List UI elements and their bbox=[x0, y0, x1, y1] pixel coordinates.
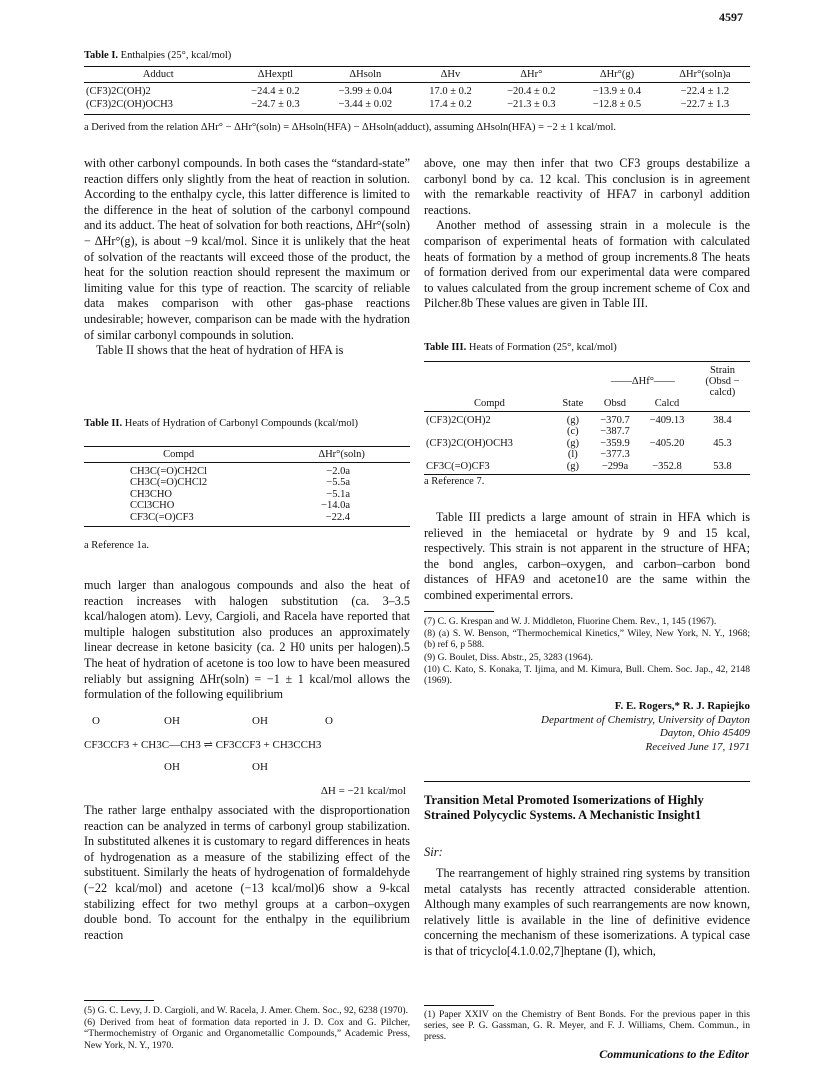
table-cell: CH3CHO bbox=[130, 488, 173, 500]
table-row bbox=[84, 489, 410, 500]
equation-hydroxyl: OH bbox=[164, 715, 180, 727]
page-number: 4597 bbox=[719, 10, 743, 24]
table2-label: Table II. bbox=[84, 418, 123, 429]
table3-header-row bbox=[424, 398, 750, 412]
table-cell: (CF3)2C(OH)OCH3 bbox=[426, 437, 513, 449]
equation-hydroxyl: OH bbox=[164, 761, 180, 773]
table-cell: −370.7 bbox=[600, 415, 630, 426]
table3-title: Heats of Formation (25°, kcal/mol) bbox=[468, 342, 617, 353]
table-cell: 45.3 bbox=[713, 437, 732, 449]
table-cell: −13.9 ± 0.4 bbox=[592, 86, 642, 97]
table3 bbox=[424, 361, 750, 475]
table-row bbox=[424, 438, 750, 449]
paragraph: The rather large enthalpy associated with the disproportionation reaction can be analyzed in terms of carbonyl group stabilization. In substituted alkenes it is customary to regard differences in heats of hydrogenation as a measure of the stabilizing effect of the substituent. Similarly the heats of hydrogenation of formaldehyde (−22 kcal/mol) and acetone (−13 kcal/mol)6 show a 9-kcal stabilizing effect for two methyl groups at a carbon–oxygen double bond. To account for the enthalpy in the equilibrium reaction bbox=[84, 803, 410, 942]
table-cell: −22.7 ± 1.3 bbox=[660, 99, 750, 115]
author-city: Dayton, Ohio 45409 bbox=[659, 727, 750, 739]
equilibrium-equation bbox=[84, 715, 414, 800]
equation-oxygen: O bbox=[92, 715, 100, 727]
paragraph: above, one may then infer that two CF3 groups destabilize a carbonyl bond by ca. 12 kcal. This conclusion is in agreement with the remarkable reactivity of HFA7 in carbonyl addition reactions. bbox=[424, 156, 750, 217]
table3-label: Table III. bbox=[424, 342, 467, 353]
article-footnote: (1) Paper XXIV on the Chemistry of Bent Bonds. For the previous paper in this series, see P. G. Gassman, G. R. Meyer, and F. J. Williams, Chem. Commun., in press. bbox=[424, 1009, 750, 1043]
table2-header-row bbox=[84, 447, 410, 463]
table-cell: −3.99 ± 0.04 bbox=[338, 86, 393, 97]
table-cell: −22.4 bbox=[273, 512, 410, 527]
equation-hydroxyl: OH bbox=[252, 761, 268, 773]
article-title: Transition Metal Promoted Isomerizations of Highly Strained Polycyclic Systems. A Mechanistic Insight1 bbox=[424, 793, 704, 822]
table-row bbox=[84, 512, 410, 527]
paragraph: Another method of assessing strain in a molecule is the comparison of experimental heats of formation with calculated heats of formation by a method of group increments.8 The heats of formation derived from our experimental data were compared to values calculated from the group increment scheme of Cox and Pilcher.8b These values are given in Table III. bbox=[424, 218, 750, 311]
table-cell: −3.44 ± 0.02 bbox=[318, 99, 412, 115]
table-cell: −14.0a bbox=[321, 500, 350, 512]
table1 bbox=[84, 66, 750, 115]
footnote: (7) C. G. Krespan and W. J. Middleton, Fluorine Chem. Rev., 1, 145 (1967). bbox=[424, 616, 717, 627]
equation-main: CF3CCF3 + CH3C—CH3 ⇌ CF3CCF3 + CH3CCH3 bbox=[84, 739, 322, 751]
table-cell: −21.3 ± 0.3 bbox=[488, 99, 574, 115]
paragraph: The rearrangement of highly strained ring systems by transition metal catalysts has recently attracted considerable attention. Although many examples of such rearrangements are now known, relatively little is available in the line of definitive evidence concerning the mechanism of these isomerizations. A typical case is that of tricyclo[4.1.0.02,7]heptane (I), which, bbox=[424, 866, 750, 958]
footnote: (5) G. C. Levy, J. D. Cargioli, and W. Racela, J. Amer. Chem. Soc., 92, 6238 (1970). bbox=[84, 1005, 409, 1016]
table-cell: (CF3)2C(OH)2 bbox=[86, 86, 151, 97]
table-cell: −405.20 bbox=[649, 437, 685, 449]
right-footnotes bbox=[424, 616, 750, 687]
table1-title: Enthalpies (25°, kcal/mol) bbox=[120, 50, 232, 61]
footnote: (10) C. Kato, S. Konaka, T. Ijima, and M. Kimura, Bull. Chem. Soc. Jap., 42, 2148 (1969). bbox=[424, 663, 750, 687]
right-column-top bbox=[424, 156, 750, 312]
table-cell bbox=[424, 449, 555, 460]
table-row bbox=[424, 461, 750, 475]
table-cell: −5.5a bbox=[326, 477, 350, 489]
table-cell: 17.0 ± 0.2 bbox=[429, 86, 472, 97]
table2-header: Compd bbox=[84, 447, 273, 463]
author-signature bbox=[424, 700, 750, 754]
footnote: (9) G. Boulet, Diss. Abstr., 25, 3283 (1964). bbox=[424, 651, 593, 663]
table2-title: Heats of Hydration of Carbonyl Compounds (kcal/mol) bbox=[124, 418, 359, 429]
left-column-bottom bbox=[84, 803, 410, 943]
table-cell: (CF3)2C(OH)OCH3 bbox=[84, 99, 233, 115]
table2 bbox=[84, 446, 410, 527]
table-cell: (g) bbox=[555, 461, 591, 475]
table1-header: ΔHr°(soln)a bbox=[660, 67, 750, 83]
table-row bbox=[424, 449, 750, 460]
table-cell bbox=[695, 449, 750, 460]
table-cell: −377.3 bbox=[600, 449, 630, 461]
table-row bbox=[424, 412, 750, 427]
table3-group-header: ——ΔHf°—— bbox=[591, 362, 695, 399]
received-date: Received June 17, 1971 bbox=[645, 740, 750, 753]
footnote-rule bbox=[424, 1005, 494, 1006]
right-column-middle bbox=[424, 510, 750, 604]
table-row bbox=[84, 477, 410, 488]
paragraph: Table III predicts a large amount of strain in HFA which is relieved in the hemiacetal or hydrate by 9 and 15 kcal, respectively. This strain is not apparent in the structure of HFA; the bond angles, carbon–oxygen, and carbon–carbon bond distances of HFA9 and acetone10 are the same within the combined experimental errors. bbox=[424, 510, 750, 602]
table-row bbox=[84, 99, 750, 115]
author-names: F. E. Rogers,* R. J. Rapiejko bbox=[614, 700, 750, 712]
equation-hydroxyl: OH bbox=[252, 715, 268, 727]
running-footer: Communications to the Editor bbox=[599, 1047, 749, 1061]
footnote: (8) (a) S. W. Benson, “Thermochemical Kinetics,” Wiley, New York, N. Y., 1968; (b) ref 6, p 588. bbox=[424, 628, 750, 651]
table-cell bbox=[639, 449, 695, 460]
table1-label: Table I. bbox=[84, 50, 119, 61]
table-cell: −24.7 ± 0.3 bbox=[233, 99, 319, 115]
table-cell: (CF3)2C(OH)2 bbox=[426, 415, 491, 426]
table-cell: (g) bbox=[566, 415, 579, 426]
table3-footnote: a Reference 7. bbox=[424, 476, 485, 487]
table-cell: −12.8 ± 0.5 bbox=[574, 99, 660, 115]
table-cell: −409.13 bbox=[649, 415, 685, 426]
table3-header: State bbox=[555, 398, 591, 412]
table-cell: CCl3CHO bbox=[130, 500, 175, 512]
paragraph: Table II shows that the heat of hydration of HFA is bbox=[96, 343, 344, 358]
table-cell: (l) bbox=[567, 449, 578, 461]
table-cell: 38.4 bbox=[713, 415, 732, 426]
table-cell bbox=[695, 426, 750, 437]
paragraph: much larger than analogous compounds and also the heat of reaction increases with halogen substitution (ca. 3–3.5 kcal/halogen atom). Levy, Cargioli, and Racela have reported that multiple halogen substitution also produces an approximately linear decrease in ketone basicity (ca. 2 H0 units per halogen).5 The heat of hydration of acetone is too low to have been measured reliably but assigning ΔHr(soln) = −1 ± 1 kcal/mol allows the formulation of the following equilibrium bbox=[84, 578, 410, 702]
table-cell: −24.4 ± 0.2 bbox=[251, 86, 300, 97]
section-divider bbox=[424, 781, 750, 782]
table1-header: ΔHv bbox=[412, 67, 488, 83]
table1-header: ΔHr° bbox=[488, 67, 574, 83]
left-column-middle bbox=[84, 578, 410, 703]
table-row bbox=[84, 500, 410, 511]
table-cell bbox=[639, 426, 695, 437]
table-cell: CF3C(=O)CF3 bbox=[84, 512, 273, 527]
table2-caption bbox=[84, 418, 410, 431]
table-row bbox=[84, 83, 750, 99]
table1-header: Adduct bbox=[84, 67, 233, 83]
table-cell: −299a bbox=[591, 461, 639, 475]
table-cell: CH3C(=O)CHCl2 bbox=[130, 477, 208, 489]
table-cell: −2.0a bbox=[326, 466, 350, 477]
table-cell: −20.4 ± 0.2 bbox=[507, 86, 556, 97]
table-cell: −5.1a bbox=[326, 488, 350, 500]
table-cell: 53.8 bbox=[695, 461, 750, 475]
table-cell bbox=[424, 426, 555, 437]
footnote: (6) Derived from heat of formation data reported in J. D. Cox and G. Pilcher, “Thermochemistry of Organic and Organometallic Compounds,” Academic Press, New York, N. Y., 1970. bbox=[84, 1017, 410, 1051]
table2-footnote: a Reference 1a. bbox=[84, 540, 149, 551]
table3-header: Calcd bbox=[639, 398, 695, 412]
table3-caption bbox=[424, 342, 617, 353]
table-cell: −22.4 ± 1.2 bbox=[680, 86, 730, 97]
author-department: Department of Chemistry, University of Dayton bbox=[541, 713, 750, 726]
table-cell: 17.4 ± 0.2 bbox=[412, 99, 488, 115]
table3-header: Obsd bbox=[591, 398, 639, 412]
footnote-rule bbox=[84, 1000, 154, 1001]
table1-header-row bbox=[84, 67, 750, 83]
table-cell: −352.8 bbox=[639, 461, 695, 475]
left-column-top bbox=[84, 156, 410, 359]
table-row bbox=[84, 463, 410, 478]
table3-header-row bbox=[424, 362, 750, 399]
table1-caption bbox=[84, 50, 231, 61]
table-cell: CF3C(=O)CF3 bbox=[424, 461, 555, 475]
equation-oxygen: O bbox=[325, 715, 333, 727]
article-body bbox=[424, 866, 750, 960]
table1-header: ΔHsoln bbox=[318, 67, 412, 83]
table-cell: CH3C(=O)CH2Cl bbox=[130, 466, 208, 477]
left-footnotes bbox=[84, 1005, 410, 1052]
table-cell: −387.7 bbox=[600, 426, 630, 438]
table-cell: (g) bbox=[566, 437, 579, 449]
table2-header: ΔHr°(soln) bbox=[273, 447, 410, 463]
salutation: Sir: bbox=[424, 845, 443, 859]
table-cell: −359.9 bbox=[600, 437, 630, 449]
table3-header: Compd bbox=[424, 398, 555, 412]
table-row bbox=[424, 426, 750, 437]
footnote-rule bbox=[424, 611, 494, 612]
table3-strain-header: Strain (Obsd − calcd) bbox=[695, 362, 750, 399]
table1-header: ΔHexptl bbox=[233, 67, 319, 83]
table-cell: (c) bbox=[567, 426, 579, 438]
paragraph: with other carbonyl compounds. In both cases the “standard-state” reaction differs only slightly from the heat of reaction in solution. According to the enthalpy cycle, this latter difference is limited to the difference in the heat of solution of the carbonyl compound and its adduct. The heat of solvation for both reactions, ΔHr°(soln) − ΔHr°(g), is about −9 kcal/mol. Since it is unlikely that the heat of solvation of the reactants will exceed those of the product, the heat for the solution reaction should represent the maximum or limiting value for this type of reaction. The scarcity of reliable data makes comparison with other gas-phase reactions undesirable; however, comparison can be made with the hydration of similar carbonyl compounds in solution. bbox=[84, 156, 410, 342]
equation-enthalpy: ΔH = −21 kcal/mol bbox=[320, 785, 406, 797]
table1-footnote: a Derived from the relation ΔHr° − ΔHr°(soln) = ΔHsoln(HFA) − ΔHsoln(adduct), assuming ΔHsoln(HFA) = −2 ± 1 kcal/mol. bbox=[84, 122, 617, 133]
table1-header: ΔHr°(g) bbox=[574, 67, 660, 83]
